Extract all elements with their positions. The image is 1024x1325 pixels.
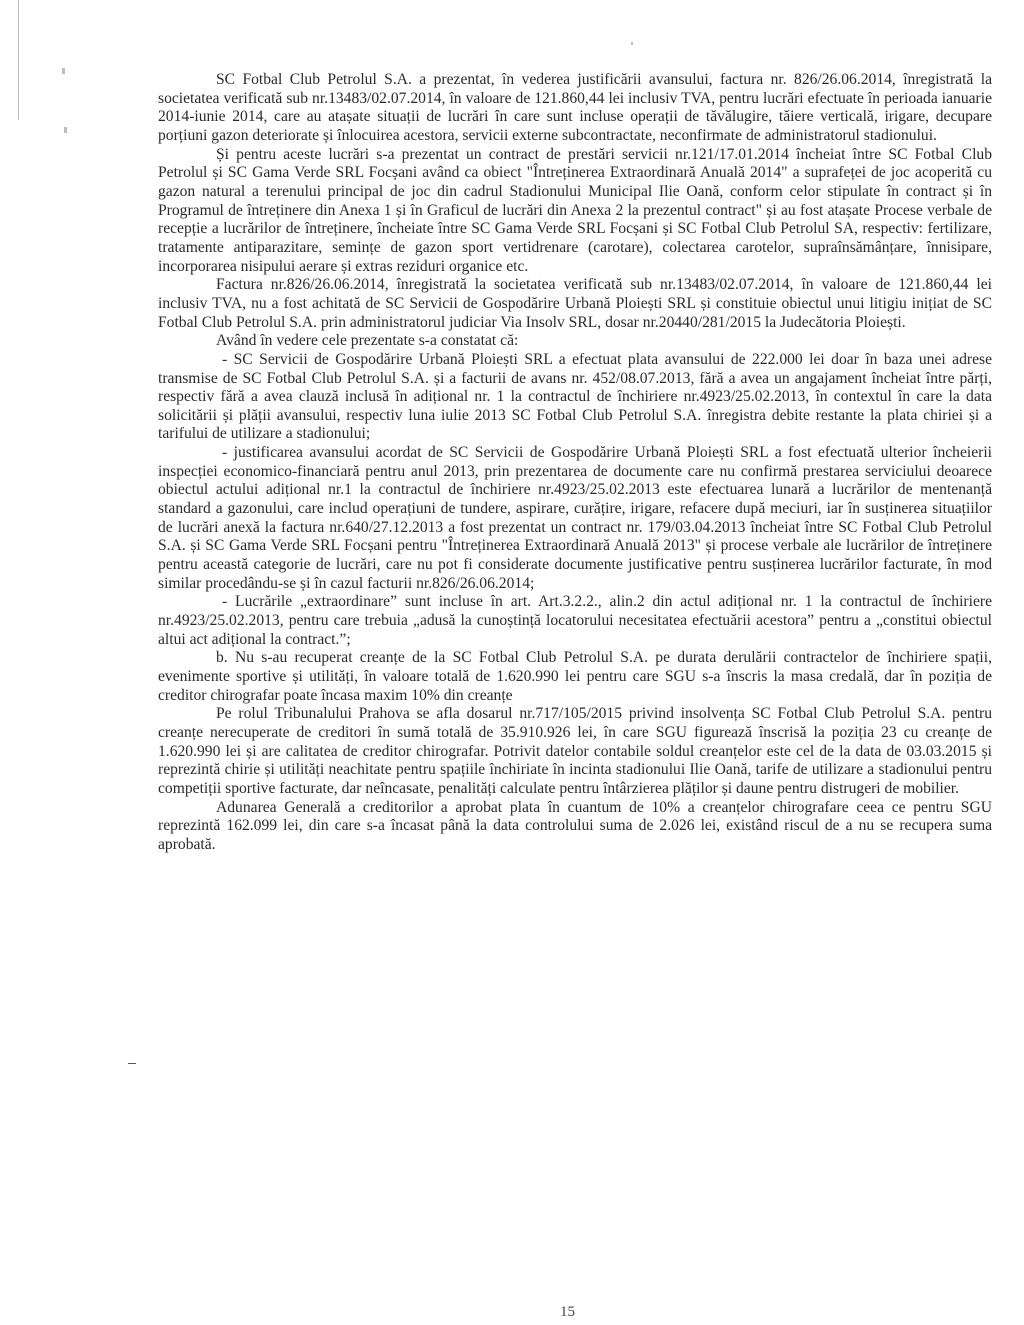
paragraph-creditors-assembly: Adunarea Generală a creditorilor a aprobat plata în cuantum de 10% a creanțelor chirografare ceea ce pentru SGU reprezintă 162.099 lei, din care s-a încasat până la data controlului suma de 2.026 lei, existând riscul de a nu se recupera suma aprobată. <box>158 798 992 853</box>
paragraph-insolvency-case: Pe rolul Tribunalului Prahova se afla dosarul nr.717/105/2015 privind insolvența SC Fotbal Club Petrolul S.A. pentru creanțe nerecuperate de creditori în sumă totală de 35.910.926 lei, în care SGU figurează înscrisă la poziția 23 cu creanțe de 1.620.990 lei și are calitatea de creditor chirografar. Potrivit datelor contabile soldul creanțelor este cel de la data de 03.03.2015 și reprezintă chirie și utilități neachitate pentru spațiile închiriate în incinta stadionului Ilie Oană, tarife de utilizare a stadionului pentru competiții sportive facturate, dar neîncasate, penalități calculate pentru întârzierea plăților și daune pentru distrugeri de mobilier. <box>158 705 992 797</box>
margin-dash-mark <box>128 1063 136 1064</box>
scan-edge-line <box>18 0 19 120</box>
page-number: 15 <box>560 1304 575 1320</box>
paragraph-invoice-justification: SC Fotbal Club Petrolul S.A. a prezentat, în vederea justificării avansului, factura nr. 826/26.06.2014, înregistrată la societatea verificată sub nr.13483/02.07.2014, în valoare de 121.860,44 lei inclusiv TVA, pentru lucrări efectuate în perioada ianuarie 2014-iunie 2014, care au atașate situații de lucrări în care sunt incluse operații de tăvălugire, tăiere verticală, irigare, decupare porțiuni gazon deteriorate și înlocuirea acestora, servicii externe subcontractate, neconfirmate de administratorul stadionului. <box>158 71 992 144</box>
finding-advance-payment: - SC Servicii de Gospodărire Urbană Ploiești SRL a efectuat plata avansului de 222.000 lei doar în baza unei adrese transmise de SC Fotbal Club Petrolul S.A. și a facturii de avans nr. 452/08.07.2013, fără a avea un angajament încheiat între părți, respectiv fără a avea clauză inclusă în adițional nr. 1 la contractul de închiriere nr.4923/25.02.2013, în contextul în care la data solicitării și plății avansului, respectiv luna iulie 2013 SC Fotbal Club Petrolul S.A. înregistra debite restante la plata chiriei și a tarifului de utilizare a stadionului; <box>158 350 992 443</box>
finding-advance-justification: - justificarea avansului acordat de SC Servicii de Gospodărire Urbană Ploiești SRL a fost efectuată ulterior încheierii inspecției economico-financiară pentru anul 2013, prin prezentarea de documente care nu confirmă prestarea serviciului deoarece obiectul actului adițional nr.1 la contractul de închiriere nr.4923/25.02.2013 este efectuarea lunară a lucrărilor de mentenanță standard a gazonului, care includ operațiuni de tundere, aspirare, curățire, irigare, refacere după meciuri, iar în susținerea situațiilor de lucrări anexă la factura nr.640/27.12.2013 a fost prezentat un contract nr. 179/03.04.2013 încheiat între SC Fotbal Club Petrolul S.A. și SC Gama Verde SRL Focșani pentru "Întreținerea Extraordinară Anuală 2013" și procese verbale ale lucrărilor de întreținere pentru această categorie de lucrări, care nu pot fi considerate documente justificative pentru susținerea lucrărilor facturate, în mod similar procedându-se și în cazul facturii nr.826/26.06.2014; <box>158 444 992 592</box>
paragraph-service-contract: Și pentru aceste lucrări s-a prezentat un contract de prestări servicii nr.121/17.01.2014 încheiat între SC Fotbal Club Petrolul și SC Gama Verde SRL Focșani având ca obiect "Întreținerea Extraordinară Anuală 2014" a suprafeței de joc acoperită cu gazon natural a terenului principal de joc din cadrul Stadionului Municipal Ilie Oană, conform celor stipulate în contract și în Programul de întreținere din Anexa 1 și în Graficul de lucrări din Anexa 2 la prezentul contract" și au fost atașate Procese verbale de recepție a lucrărilor de întreținere, încheiate între SC Gama Verde SRL Focșani și SC Fotbal Club Petrolul SA, respectiv: fertilizare, tratamente antiparazitare, semințe de gazon sport vertidrenare (carotare), colectarea carotelor, supraînsămânțare, înnisipare, incorporarea nisipului aerare și extras reziduri organice etc. <box>158 145 992 275</box>
scan-artifact-mark <box>62 68 65 74</box>
paragraph-findings-intro: Având în vedere cele prezentate s-a constatat că: <box>216 332 519 350</box>
document-body <box>158 71 992 855</box>
scan-artifact-mark <box>64 127 67 133</box>
finding-extraordinary-works: - Lucrările „extraordinare” sunt incluse în art. Art.3.2.2., alin.2 din actul adițional nr. 1 la contractul de închiriere nr.4923/25.02.2013, pentru care trebuia „adusă la cunoștință locatorului necesitatea efectuării acestora” pentru a „constitui obiectul altui act adițional la contract.”; <box>158 593 992 648</box>
paragraph-unpaid-invoice: Factura nr.826/26.06.2014, înregistrată la societatea verificată sub nr.13483/02.07.2014, în valoare de 121.860,44 lei inclusiv TVA, nu a fost achitată de SC Servicii de Gospodărire Urbană Ploiești SRL și constituie obiectul unui litigiu inițiat de SC Fotbal Club Petrolul S.A. prin administratorul judiciar Via Insolv SRL, dosar nr.20440/281/2015 la Judecătoria Ploiești. <box>158 276 992 331</box>
finding-b-unrecovered-claims: b. Nu s-au recuperat creanțe de la SC Fotbal Club Petrolul S.A. pe durata derulării contractelor de închiriere spații, evenimente sportive și utilități, în valoare totală de 1.620.990 lei pentru care SGU s-a înscris la masa credală, dar în poziția de creditor chirografar poate încasa maxim 10% din creanțe <box>158 649 992 704</box>
scan-artifact-dot <box>631 42 633 45</box>
